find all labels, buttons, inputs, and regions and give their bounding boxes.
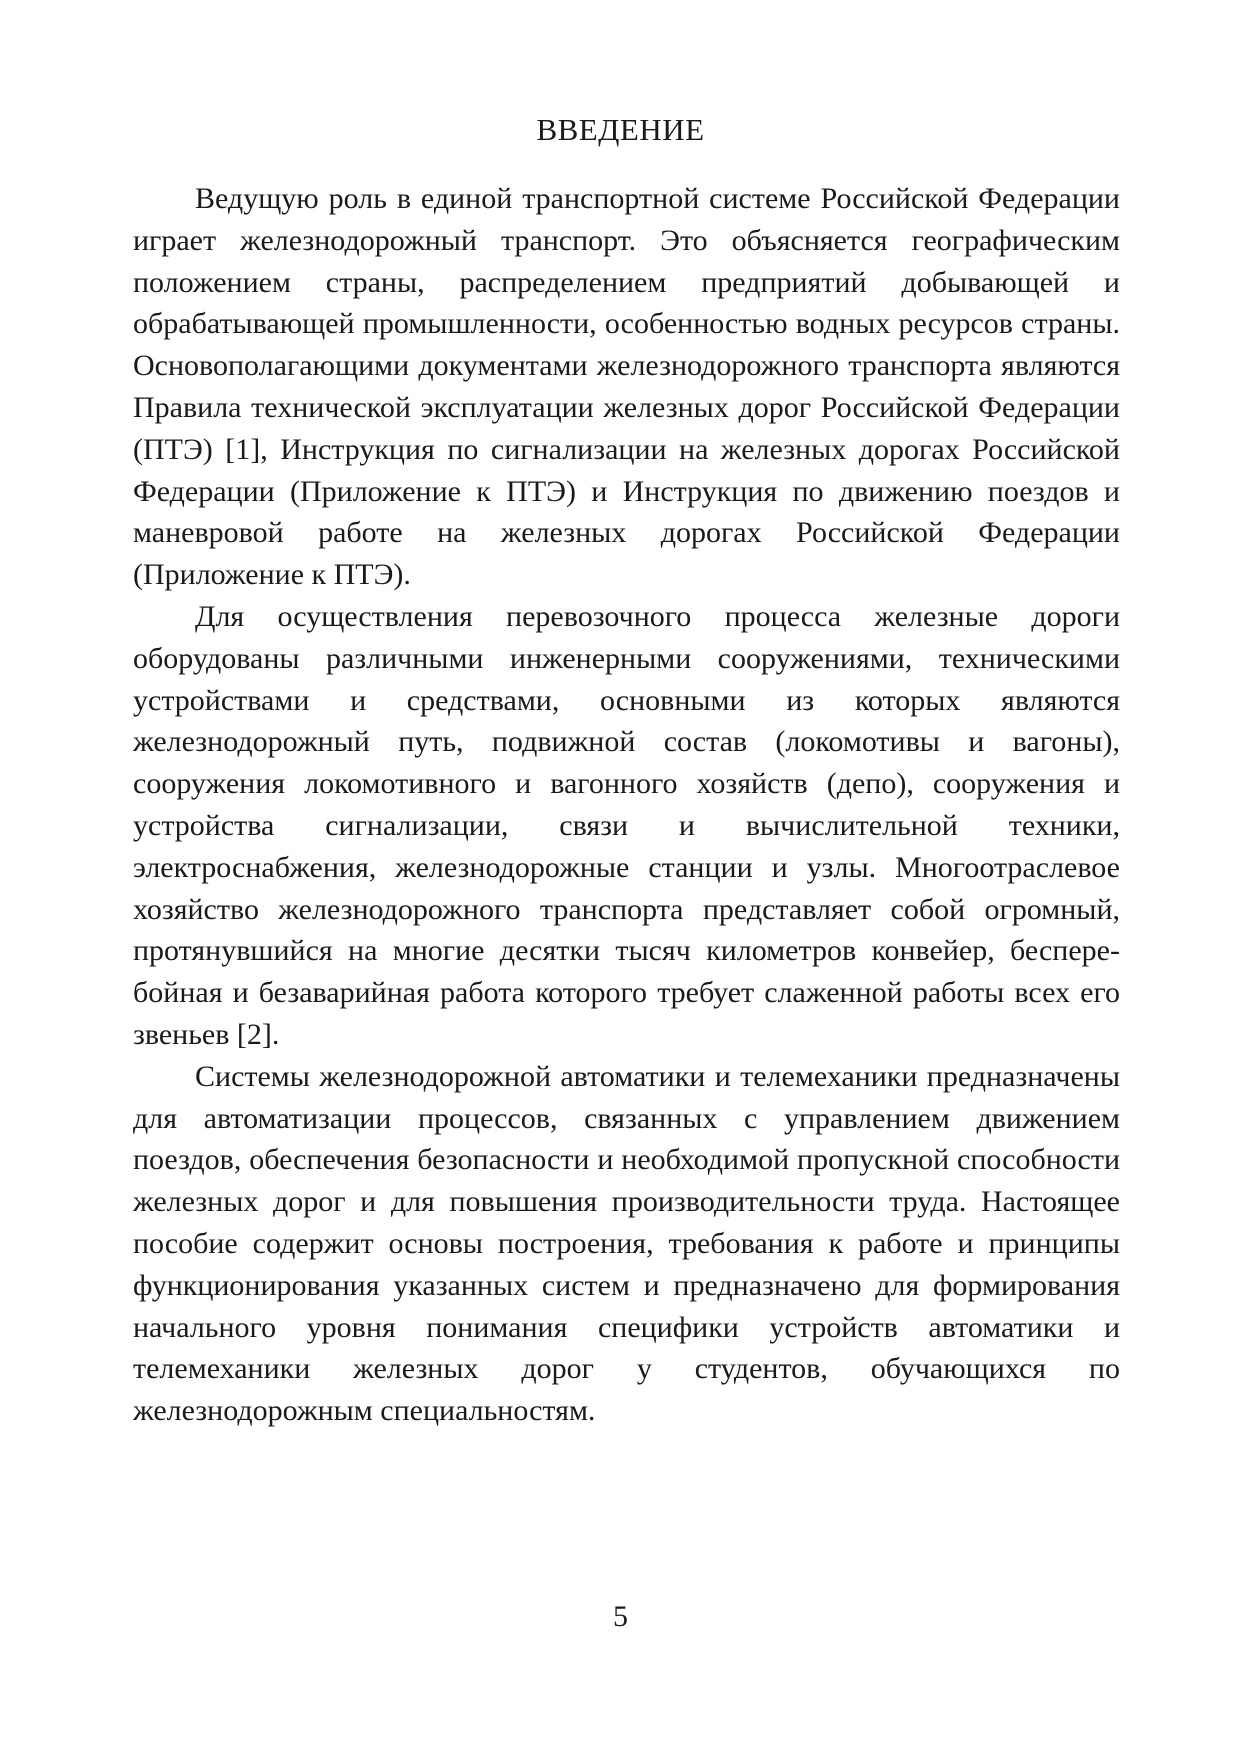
page-title: ВВЕДЕНИЕ (536, 112, 705, 147)
paragraph-2: Для осуществления перевозочного процесса железные дороги оборудованы различными инженерными сооружениями, техническими устройствами и средствами, основными из которых являются железнодорожный путь, подвижной состав (локомотивы и вагоны), сооружения локомотивного и вагонного хозяйств (депо), сооружения и устройства сигнализации, связи и вычислительной техники, электроснабжения, железнодорожные станции и узлы. Многоотраслевое хозяйство железнодорожного транспорта представляет собой огромный, протянувшийся на многие десятки тысяч километров конвейер, бесперебойная и безаварийная работа которого требует слаженной работы всех его звеньев [2]. (133, 599, 1120, 1051)
paragraph-1: Ведущую роль в единой транспортной системе Российской Федерации играет железнодорожный транспорт. Это объясняется географическим положением страны, распределением предприятий добывающей и обрабатывающей промышленности, особенностью водных ресурсов страны. Основополагающими документами железнодорожного транспорта являются Правила технической эксплуатации железных дорог Российской Федерации (ПТЭ) [1], Инструкция по сигнализации на железных дорогах Российской Федерации (Приложение к ПТЭ) и Инструкция по движению поездов и маневровой работе на железных дорогах Российской Федерации (Приложение к ПТЭ). (133, 182, 1120, 592)
page-number: 5 (613, 1600, 628, 1633)
paragraph-3: Системы железнодорожной автоматики и телемеханики предназначены для автоматизации процессов, связанных с управлением движением поездов, обеспечения безопасности и необходимой пропускной способности железных дорог и для повышения производительности труда. Настоящее пособие содержит основы построения, требования к работе и принципы функционирования указанных систем и предназначено для формирования начального уровня понимания специфики устройств автоматики и телемеханики железных дорог у студентов, обучающихся по железнодорожным специальностям. (133, 1059, 1120, 1428)
body-text (133, 178, 1120, 1432)
